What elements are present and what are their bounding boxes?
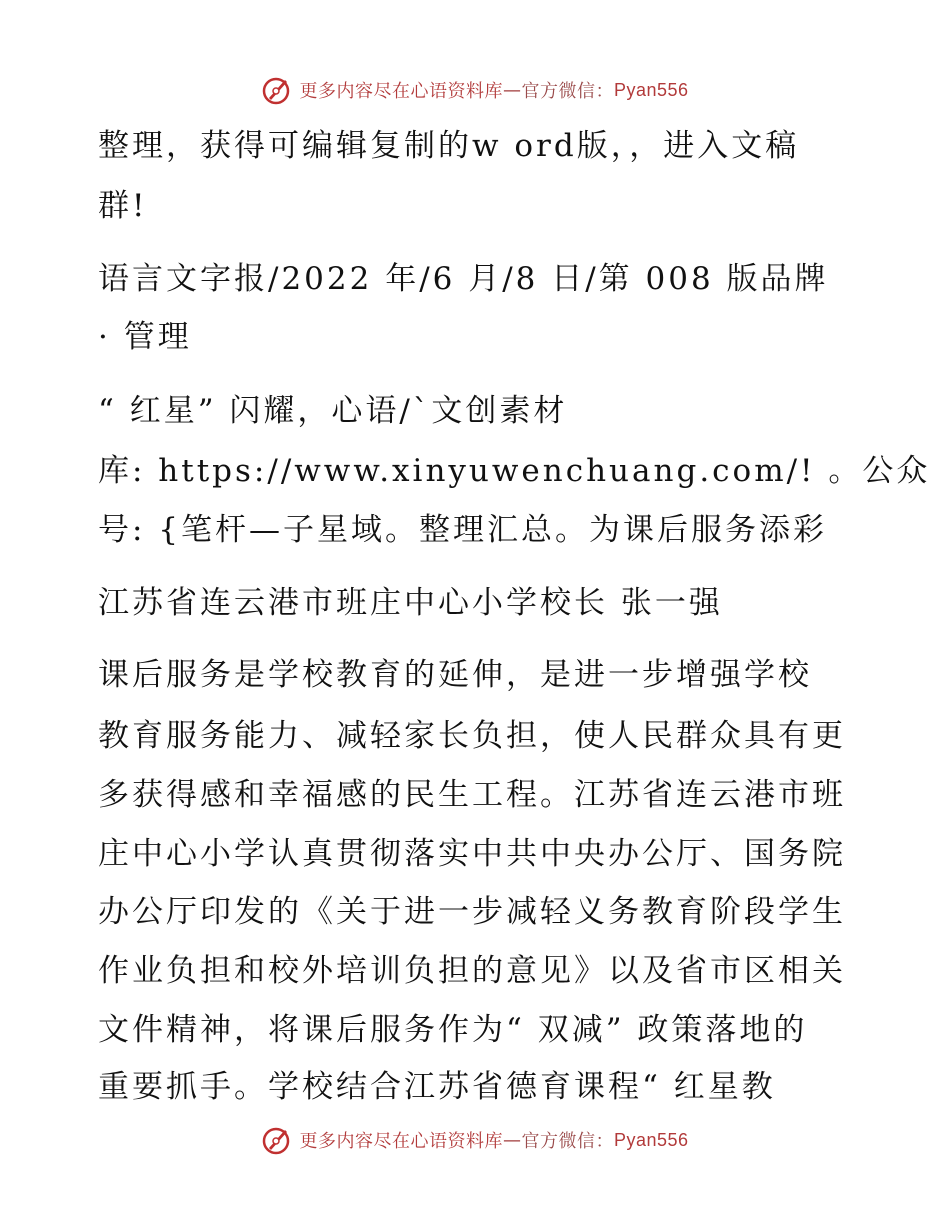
text-line: · 管理 <box>98 319 192 355</box>
banner-dash: — <box>502 79 522 101</box>
footer-banner <box>0 1120 950 1160</box>
text-line: 多获得感和幸福感的民生工程。江苏省连云港市班 <box>98 777 846 813</box>
banner-dash: — <box>502 1129 522 1151</box>
banner-wechat-id: Pyan556 <box>613 79 689 100</box>
text-line: 作业负担和校外培训负担的意见》以及省市区相关 <box>98 953 846 989</box>
banner-brand: 更多内容尽在心语资料库 <box>299 1131 503 1152</box>
text-line: “ 红星” 闪耀，心语/`文创素材 <box>98 393 568 429</box>
text-line: 重要抓手。学校结合江苏省德育课程“ 红星教 <box>98 1069 776 1105</box>
text-line: 办公厅印发的《关于进一步减轻义务教育阶段学生 <box>98 894 846 930</box>
text-line: 庄中心小学认真贯彻落实中共中央办公厅、国务院 <box>98 836 846 872</box>
text-line: 整理，获得可编辑复制的w ord版，，进入文稿 <box>98 128 800 164</box>
quill-logo-icon <box>261 1124 293 1156</box>
header-banner <box>0 70 950 110</box>
text-line: 江苏省连云港市班庄中心小学校长 张一强 <box>98 585 723 621</box>
banner-brand: 更多内容尽在心语资料库 <box>299 81 503 102</box>
banner-wechat-id: Pyan556 <box>613 1129 689 1150</box>
quill-logo-icon <box>261 74 293 106</box>
text-line: 课后服务是学校教育的延伸，是进一步增强学校 <box>98 657 812 693</box>
text-line: 教育服务能力、减轻家长负担，使人民群众具有更 <box>98 718 846 754</box>
text-line: 号: {笔杆—子星域。整理汇总。为课后服务添彩 <box>98 512 828 548</box>
text-line: 文件精神，将课后服务作为“ 双减” 政策落地的 <box>98 1012 808 1048</box>
text-line: 库: https://www.xinyuwenchuang.com/! 。公众 <box>98 453 931 489</box>
text-line: 语言文字报/2022 年/6 月/8 日/第 008 版品牌 <box>98 261 829 297</box>
text-line: 群! <box>98 188 148 224</box>
banner-wechat-label: 官方微信： <box>521 81 614 102</box>
banner-wechat-label: 官方微信： <box>521 1131 614 1152</box>
